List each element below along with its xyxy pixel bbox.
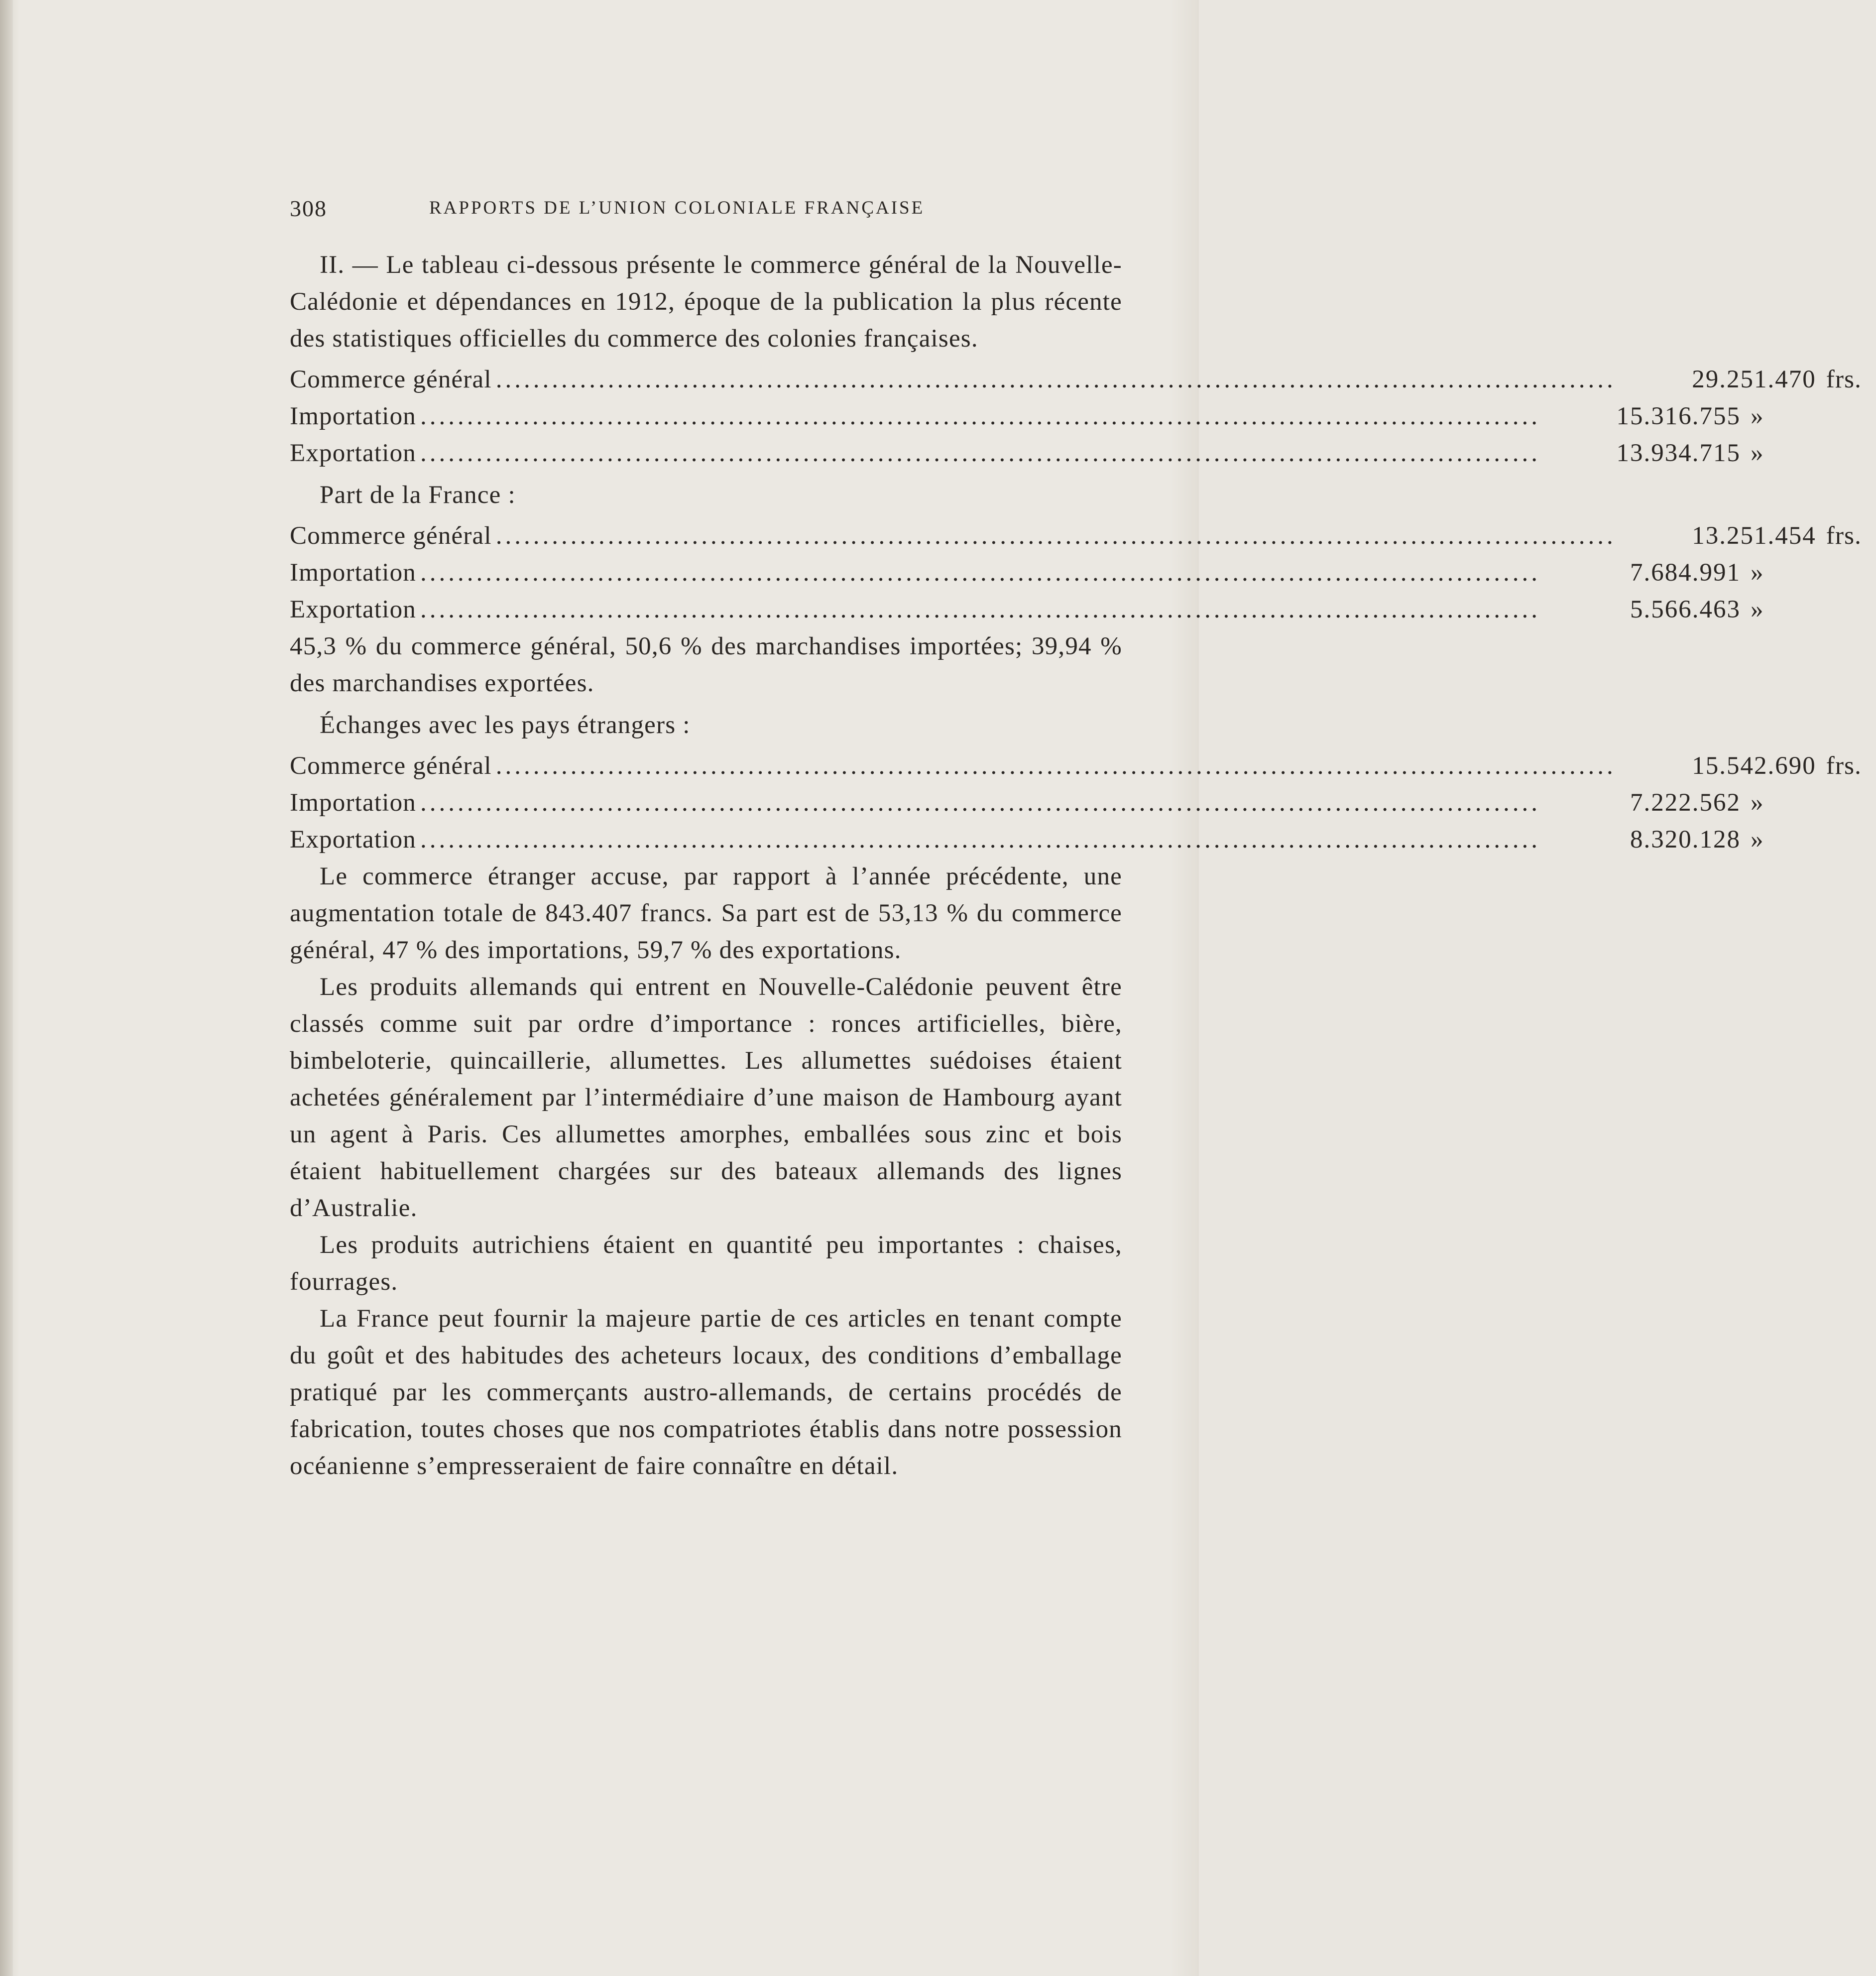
row-label: Importation <box>290 559 416 587</box>
france-summary: 45,3 % du commerce général, 50,6 % des marchandises importées; 39,94 % des marchandises exportées. <box>290 632 1122 697</box>
body-paragraph: Les produits allemands qui entrent en Nouvelle-Calédonie peuvent être classés comme suit par ordre d’importance : ronces artificielles, bière, bimbeloterie, quincaillerie, allumettes. Les allumettes suédoises étaient achetées généralement par l’intermédiaire d’une maison de Hambourg ayant un agent à Paris. Ces allumettes amorphes, emballées sous zinc et bois étaient habituellement chargées sur des bateaux allemands des lignes d’Australie. <box>290 973 1122 1222</box>
row-label: Exportation <box>290 439 416 467</box>
row-label: Exportation <box>290 596 416 623</box>
row-unit: » <box>1750 559 1764 587</box>
leader-dots: ........................................................................................................................ <box>420 559 1540 587</box>
intro-paragraph: II. — Le tableau ci-dessous présente le commerce général de la Nouvelle-Calédonie et dépendances en 1912, époque de la publication la plus récente des statistiques officielles du commerce des colonies françaises. <box>290 251 1122 353</box>
row-label: Importation <box>290 789 416 817</box>
foreign-row <box>290 747 1862 784</box>
row-unit: frs. <box>1826 752 1862 780</box>
page-edge <box>0 0 13 1976</box>
row-value: 15.316.755 <box>1616 402 1741 430</box>
totals-table <box>290 361 1862 472</box>
page-header <box>290 195 1027 225</box>
leader-dots: ........................................................................................................................ <box>495 522 1616 550</box>
row-value: 29.251.470 <box>1692 366 1816 393</box>
foreign-table <box>290 747 1862 858</box>
body-paragraph: La France peut fournir la majeure partie de ces articles en tenant compte du goût et des habitudes des acheteurs locaux, des conditions d’emballage pratiqué par les commerçants austro-allemands, de certains procédés de fabrication, toutes choses que nos compatriotes établis dans notre possession océanienne s’empresseraient de faire connaître en détail. <box>290 1305 1122 1480</box>
france-row <box>290 591 1764 628</box>
row-unit: » <box>1750 439 1764 467</box>
row-label: Commerce général <box>290 366 492 393</box>
row-unit: » <box>1750 402 1764 430</box>
leader-dots: ........................................................................................................................ <box>495 752 1616 780</box>
foreign-row <box>290 784 1764 821</box>
row-label: Importation <box>290 402 416 430</box>
row-value: 7.222.562 <box>1630 789 1741 817</box>
running-title: RAPPORTS DE L’UNION COLONIALE FRANÇAISE <box>429 198 925 218</box>
france-table <box>290 517 1862 628</box>
row-label: Commerce général <box>290 752 492 780</box>
row-unit: frs. <box>1826 522 1862 550</box>
page-body <box>290 247 1862 1484</box>
row-unit: » <box>1750 596 1764 623</box>
leader-dots: ........................................................................................................................ <box>420 439 1540 467</box>
row-unit: frs. <box>1826 366 1862 393</box>
body-paragraph: Le commerce étranger accuse, par rapport à l’année précédente, une augmentation totale de 843.407 francs. Sa part est de 53,13 % du commerce général, 47 % des importations, 59,7 % des exportations. <box>290 863 1122 964</box>
row-value: 13.934.715 <box>1616 439 1741 467</box>
leader-dots: ........................................................................................................................ <box>420 596 1540 623</box>
body-paragraph: Les produits autrichiens étaient en quantité peu importantes : chaises, fourrages. <box>290 1231 1122 1296</box>
foreign-row <box>290 821 1764 858</box>
totals-row <box>290 361 1862 398</box>
row-value: 13.251.454 <box>1692 522 1816 550</box>
row-value: 8.320.128 <box>1630 826 1741 854</box>
totals-row <box>290 398 1764 435</box>
row-value: 7.684.991 <box>1630 559 1741 587</box>
leader-dots: ........................................................................................................................ <box>420 402 1540 430</box>
row-unit: » <box>1750 826 1764 854</box>
france-heading: Part de la France : <box>320 481 516 509</box>
row-value: 15.542.690 <box>1692 752 1816 780</box>
row-label: Exportation <box>290 826 416 854</box>
row-label: Commerce général <box>290 522 492 550</box>
leader-dots: ........................................................................................................................ <box>420 826 1540 854</box>
france-row <box>290 517 1862 554</box>
row-value: 5.566.463 <box>1630 596 1741 623</box>
france-row <box>290 554 1764 591</box>
page-number: 308 <box>290 196 327 221</box>
foreign-heading: Échanges avec les pays étrangers : <box>320 711 691 739</box>
totals-row <box>290 435 1764 472</box>
leader-dots: ........................................................................................................................ <box>420 789 1540 817</box>
row-unit: » <box>1750 789 1764 817</box>
leader-dots: ........................................................................................................................ <box>495 366 1616 393</box>
